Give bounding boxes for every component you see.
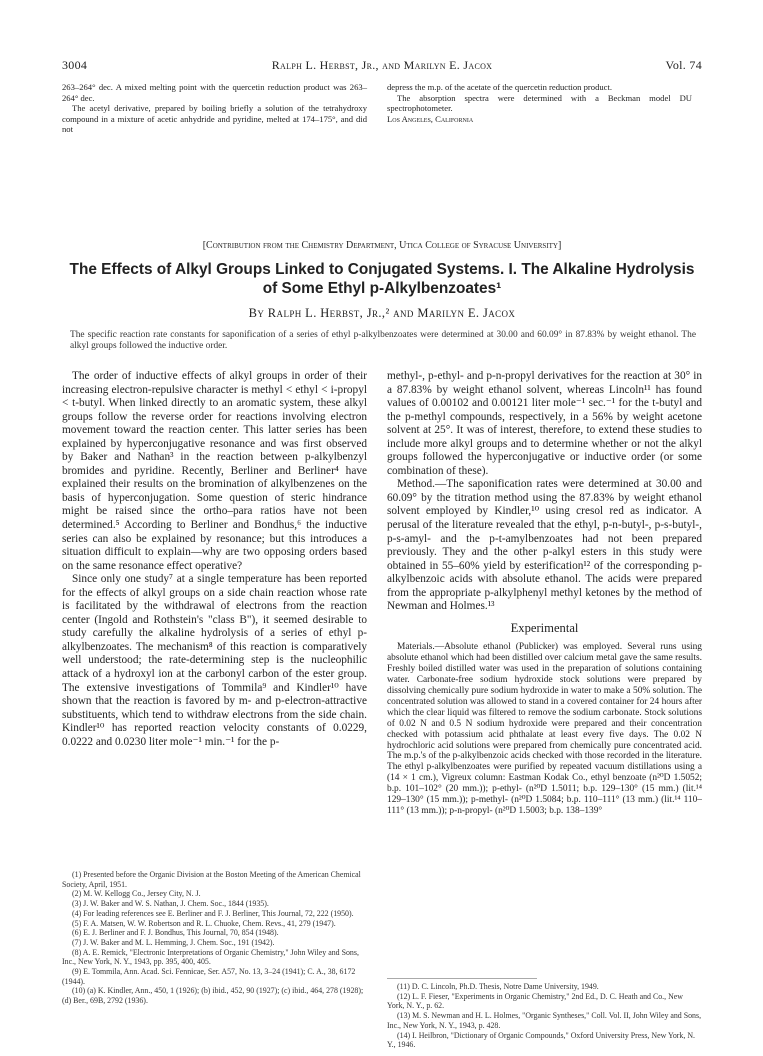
footnote: (12) L. F. Fieser, "Experiments in Organic Chemistry," 2nd Ed., D. C. Heath and Co., New York, N. Y., p. 62. bbox=[387, 991, 684, 1011]
volume-label: Vol. 74 bbox=[665, 58, 702, 72]
footnote: (6) E. J. Berliner and F. J. Bondhus, This Journal, 70, 854 (1948). bbox=[72, 928, 279, 938]
abstract: The specific reaction rate constants for saponification of a series of ethyl p-alkylbenzoates were determined at 30.00 and 60.09° in 87.83% by weight ethanol. The alkyl groups followed the inductive order. bbox=[70, 330, 696, 351]
body-left-column bbox=[62, 370, 367, 749]
article-title bbox=[62, 260, 702, 298]
body-paragraph: Method.—The saponification rates were determined at 30.00 and 60.09° by the titration method using the 87.83% by weight ethanol solvent employed by Kindler,¹⁰ using cresol red as indicator. A perusal of the literature revealed that the ethyl, p-n-butyl-, p-s-butyl-, p-s-amyl- and the p-t-amylbenzoates had not been prepared previously. They and the other p-alkyl esters in this study were obtained in 55–60% yield by esterification¹² of the corresponding p-alkylbenzoic acids with absolute ethanol. The acids were prepared from the appropriate p-alkylphenyl methyl ketones by the method of Newman and Holmes.¹³ bbox=[387, 478, 702, 613]
footnote-rule bbox=[387, 978, 537, 979]
body-paragraph: methyl-, p-ethyl- and p-n-propyl derivatives for the reaction at 30° in a 87.83% by weight ethanol solvent, whereas Lincoln¹¹ has found values of 0.00102 and 0.00121 liter mole⁻¹ sec.⁻¹ for the t-butyl and the p-methyl compounds, respectively, in a 56% by weight acetone solvent at 25°. It was of interest, therefore, to extend these studies to include more alkyl groups and to determine whether or not the alkyl groups followed the hyperconjugative or inductive order (or some combination of these). bbox=[387, 370, 702, 477]
footnote: (10) (a) K. Kindler, Ann., 450, 1 (1926); (b) ibid., 452, 90 (1927); (c) ibid., 464, 278 (1928); (d) Ber., 69B, 2792 (1936). bbox=[62, 986, 364, 1006]
journal-page bbox=[62, 58, 702, 1050]
previous-article-location: Los Angeles, California bbox=[387, 113, 474, 124]
previous-article-paragraph: The acetyl derivative, prepared by boiling briefly a solution of the tetrahydroxy compound in a mixture of acetic anhydride and pyridine, melted at 174–175°, and did not bbox=[62, 103, 367, 135]
page-header bbox=[62, 58, 702, 74]
previous-article-paragraph: The absorption spectra were determined with a Beckman model DU spectrophotometer. bbox=[387, 92, 692, 114]
footnote: (5) F. A. Matsen, W. W. Robertson and R. L. Chuoke, Chem. Revs., 41, 279 (1947). bbox=[72, 918, 336, 928]
footnote: (14) I. Heilbron, "Dictionary of Organic Compounds," Oxford University Press, New York, N. Y., 1946. bbox=[387, 1030, 695, 1050]
page-number: 3004 bbox=[62, 58, 88, 72]
footnote: (8) A. E. Remick, "Electronic Interpretations of Organic Chemistry," John Wiley and Sons, Inc., New York, N. Y., 1943, pp. 395, 400, 405. bbox=[62, 947, 359, 967]
experimental-paragraph: Materials.—Absolute ethanol (Publicker) was employed. Several runs using absolute ethanol which had been distilled over calcium metal gave the same results. Freshly boiled distilled water was used in the preparation of solutions containing water. Carbonate-free sodium hydroxide stock solutions were prepared by dissolving chemically pure sodium hydroxide in water to make a 50% solution. The concentrated solution was allowed to stand in a covered container for 24 hours after which the clear liquid was filtered to remove the sodium carbonate. Stock solutions of 0.02 N and 0.5 N sodium hydroxide were prepared and their concentration checked with potassium acid phthalate at least every five days. The 0.02 N hydrochloric acid solutions were prepared from chemically pure concentrated acid. The m.p.'s of the p-alkylbenzoic acids checked with those recorded in the literature. The ethyl p-alkylbenzoates were purified by repeated vacuum distillations using a (14 × 1 cm.), Vigreux column: Eastman Kodak Co., ethyl benzoate (n²⁰D 1.5052; b.p. 101–102° (20 mm.)); p-ethyl- (n²⁰D 1.5011; b.p. 129–130° (15 mm.) (lit.¹⁴ 129–130° (15 mm.)); p-methyl- (n²⁰D 1.5084; b.p. 110–111° (13 mm.) (lit.¹⁴ 110–111° (13 mm.)); p-n-propyl- (n²⁰D 1.5003; b.p. 138–139° bbox=[387, 642, 702, 816]
footnote: (1) Presented before the Organic Division at the Boston Meeting of the American Chemical Society, April, 1951. bbox=[62, 870, 361, 889]
running-head: Ralph L. Herbst, Jr., and Marilyn E. Jacox bbox=[271, 58, 493, 72]
previous-article-right-column bbox=[387, 82, 692, 124]
body-paragraph: Since only one study⁷ at a single temperature has been reported for the effects of alkyl groups on a side chain reaction whose rate is facilitated by the withdrawal of electrons from the reaction center (Ingold and Rothstein's "class B"), it seemed desirable to study carefully the alkaline hydrolysis of a series of ethyl p-alkylbenzoates. The mechanism⁸ of this reaction is comparatively well understood; the rate-determining step is the nucleophilic attack of a hydroxyl ion at the carbonyl carbon of the ester group. The extensive investigations of Tommila⁹ and Kindler¹⁰ have shown that the reaction is favored by m- and p-electron-attractive substituents, which tend to withdraw electrons from the side chain. Kindler¹⁰ has reported reaction velocity constants of 0.0229, 0.0222 and 0.0230 liter mole⁻¹ min.⁻¹ for the p- bbox=[62, 573, 367, 748]
article-title-line: of Some Ethyl p-Alkylbenzoates¹ bbox=[262, 280, 502, 297]
previous-article-tail bbox=[62, 82, 702, 182]
footnote: (7) J. W. Baker and M. L. Hemming, J. Chem. Soc., 191 (1942). bbox=[72, 937, 275, 947]
footnote: (2) M. W. Kellogg Co., Jersey City, N. J. bbox=[72, 889, 201, 899]
previous-article-left-column bbox=[62, 82, 367, 135]
body-right-column bbox=[387, 370, 702, 817]
previous-article-paragraph: 263–264° dec. A mixed melting point with the quercetin reduction product was 263–264° dec. bbox=[62, 82, 367, 103]
footnote: (13) M. S. Newman and H. L. Holmes, "Organic Syntheses," Coll. Vol. II, John Wiley and Sons, Inc., New York, N. Y., 1943, p. 428. bbox=[387, 1011, 702, 1030]
footnote: (11) D. C. Lincoln, Ph.D. Thesis, Notre Dame University, 1949. bbox=[397, 982, 599, 991]
body-paragraph: The order of inductive effects of alkyl groups in order of their increasing electron-repulsive character is methyl < ethyl < i-propyl < t-butyl. When linked directly to an aromatic system, these alkyl groups follow the reverse order for reactions involving electron movement toward the reaction center. This latter series has been explained by hyperconjugative resonance and was first observed by Baker and Nathan³ in the reaction between p-alkylbenzyl bromides and pyridine. Recently, Berliner and Berliner⁴ have explained their results on the bromination of alkylbenzenes on the basis of hyperconjugation. Some question of steric hindrance might be raised since the ortho–para ratios have not been determined.⁵ According to Berliner and Bondhus,⁶ the inductive series can also be explained by resonance; but this introduces a situation difficult to explain—why are two opposing orders based on the same resonance effect operative? bbox=[62, 370, 367, 572]
article-title-line: The Effects of Alkyl Groups Linked to Conjugated Systems. I. The Alkaline Hydrolysis bbox=[69, 261, 695, 278]
footnotes-left bbox=[62, 870, 367, 1006]
byline: By Ralph L. Herbst, Jr.,² and Marilyn E. Jacox bbox=[248, 306, 516, 320]
footnotes-right bbox=[387, 978, 702, 1050]
footnote: (4) For leading references see E. Berliner and F. J. Berliner, This Journal, 72, 222 (1950). bbox=[72, 908, 354, 918]
footnote: (9) E. Tommila, Ann. Acad. Sci. Fennicae, Ser. A57, No. 13, 3–24 (1941); C. A., 38, 6172 (1944). bbox=[62, 967, 356, 986]
footnote: (3) J. W. Baker and W. S. Nathan, J. Chem. Soc., 1844 (1935). bbox=[72, 899, 269, 909]
section-heading: Experimental bbox=[510, 620, 579, 635]
contribution-line: [Contribution from the Chemistry Department, Utica College of Syracuse University] bbox=[202, 240, 562, 251]
previous-article-paragraph: depress the m.p. of the acetate of the quercetin reduction product. bbox=[387, 82, 613, 92]
